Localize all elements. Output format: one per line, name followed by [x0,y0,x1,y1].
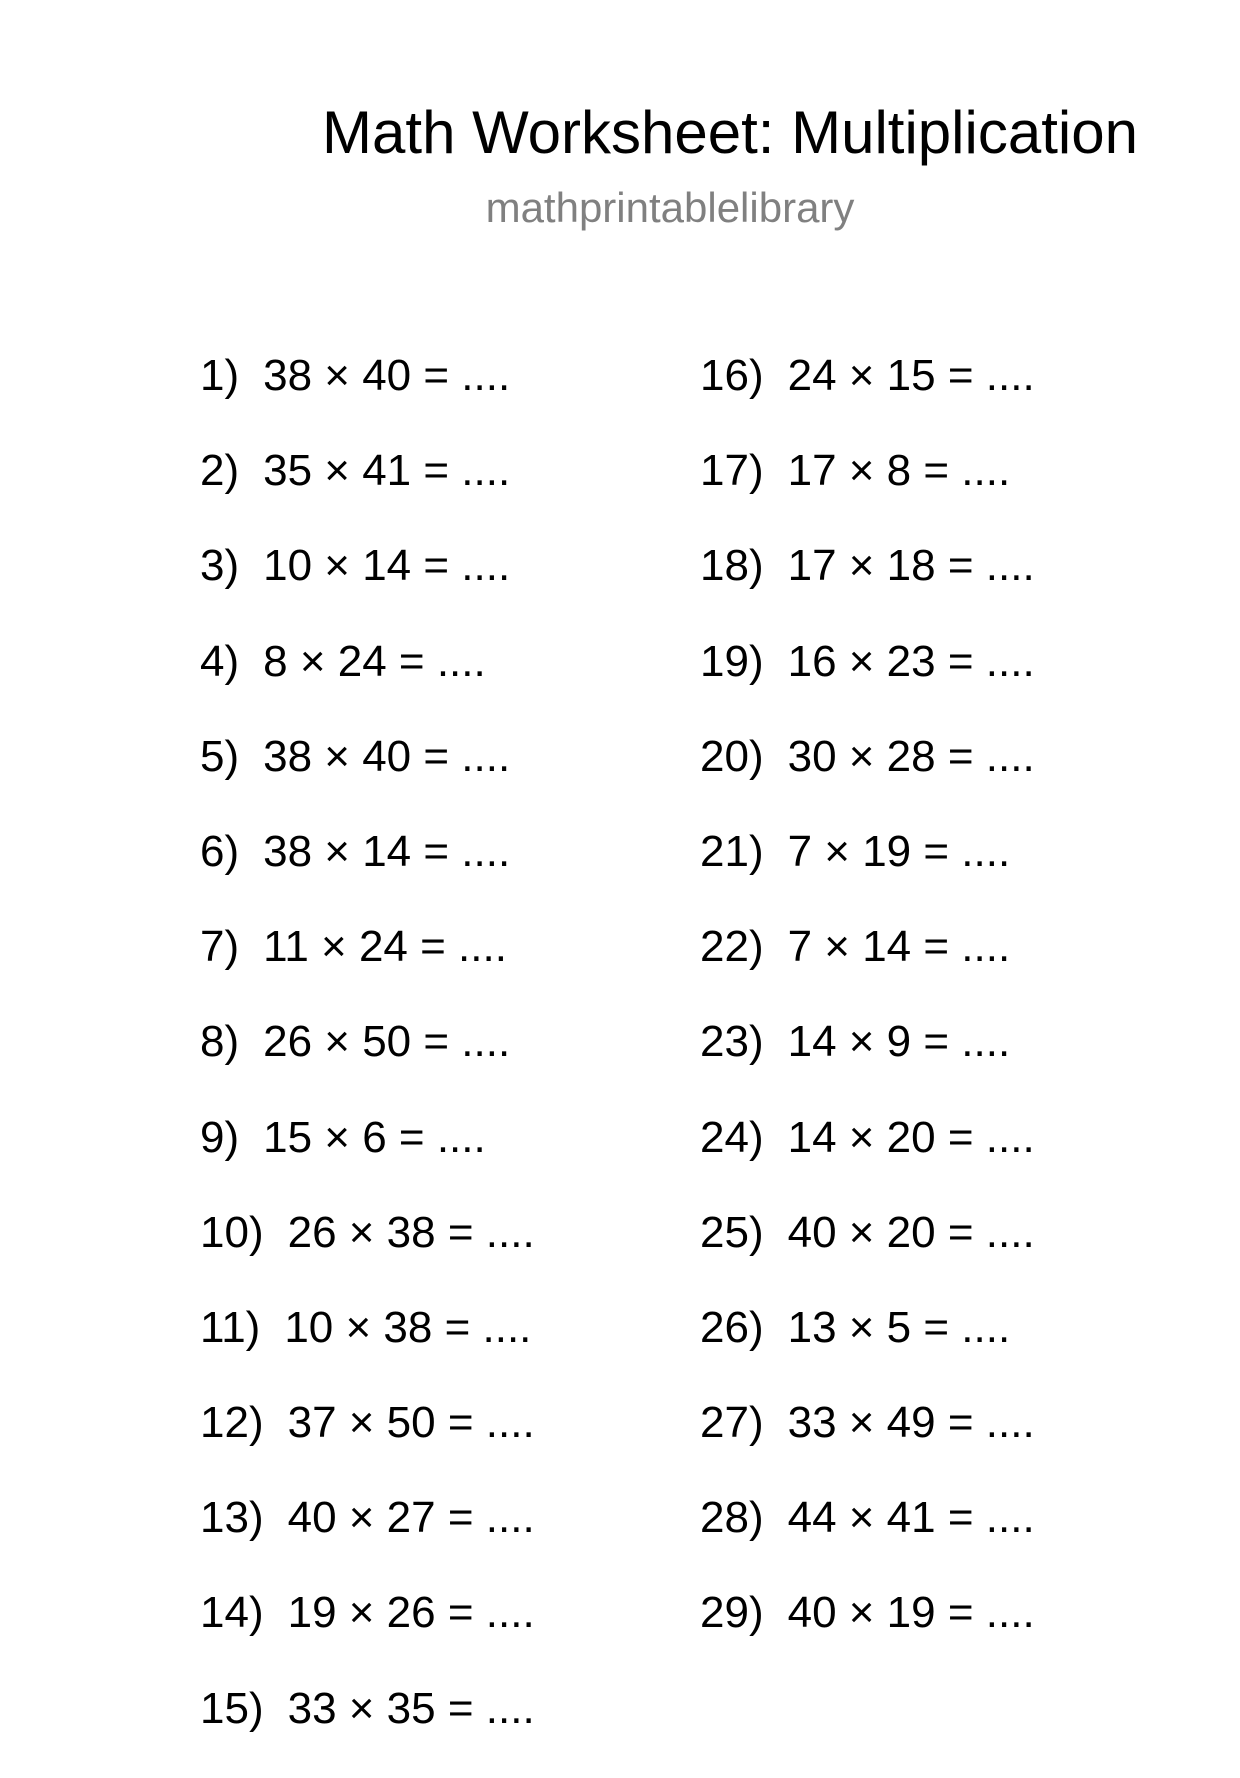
problem-item [200,1587,535,1682]
problem-item [200,350,535,445]
problem-number: 19) [700,636,764,686]
problem-expression: 7 × 14 = .... [787,922,1011,972]
problem-expression: 17 × 8 = .... [787,446,1011,496]
problem-expression: 15 × 6 = .... [263,1112,486,1162]
problem-expression: 17 × 18 = .... [787,541,1035,591]
problem-expression: 13 × 5 = .... [787,1302,1011,1352]
problem-expression: 40 × 27 = .... [287,1493,535,1543]
problem-expression: 24 × 15 = .... [787,351,1035,400]
problem-expression: 37 × 50 = .... [287,1398,535,1448]
problem-item [700,1016,1035,1111]
problems-column-left [200,350,535,1778]
problem-expression: 30 × 28 = .... [787,731,1035,781]
problem-item [200,1112,535,1207]
problem-item [700,1492,1035,1587]
problem-item [700,731,1035,826]
problem-number: 9) [200,1112,240,1162]
problem-number: 29) [700,1588,764,1638]
problem-item [700,1302,1035,1397]
problem-number: 24) [700,1112,764,1162]
problem-item [700,350,1035,445]
problem-item [700,636,1035,731]
problem-expression: 26 × 38 = .... [287,1207,535,1257]
problem-item [700,1587,1035,1682]
problem-number: 15) [200,1683,264,1733]
problem-number: 22) [700,922,764,972]
problem-number: 13) [200,1493,264,1543]
problem-item [200,1302,535,1397]
problem-item [200,445,535,540]
problem-expression: 10 × 14 = .... [263,541,511,591]
problem-item [200,1397,535,1492]
problem-expression: 33 × 49 = .... [787,1398,1035,1448]
problem-number: 26) [700,1302,764,1352]
problem-item [700,540,1035,635]
problem-number: 3) [200,541,240,591]
problem-expression: 14 × 9 = .... [787,1017,1011,1067]
problem-item [700,1112,1035,1207]
problem-expression: 33 × 35 = .... [287,1683,535,1733]
problem-item [200,826,535,921]
problem-number: 21) [700,826,764,876]
problem-item [200,1492,535,1587]
problem-number: 23) [700,1017,764,1067]
problem-number: 16) [700,351,764,400]
problem-number: 11) [200,1302,261,1352]
problem-number: 8) [200,1017,240,1067]
problem-number: 20) [700,731,764,781]
problem-expression: 8 × 24 = .... [263,636,486,686]
problem-expression: 40 × 20 = .... [787,1207,1035,1257]
problem-number: 6) [200,826,240,876]
problem-number: 10) [200,1207,264,1257]
problem-number: 12) [200,1398,264,1448]
problem-item [700,826,1035,921]
problem-number: 14) [200,1588,264,1638]
problem-expression: 10 × 38 = .... [284,1302,532,1352]
problem-item [700,445,1035,540]
problem-number: 18) [700,541,764,591]
problem-number: 1) [200,351,240,400]
problem-expression: 38 × 40 = .... [263,351,511,400]
problem-item [200,1683,535,1778]
problem-item [200,1207,535,1302]
problem-number: 4) [200,636,240,686]
problem-number: 28) [700,1493,764,1543]
problem-expression: 11 × 24 = .... [263,922,507,972]
problem-expression: 7 × 19 = .... [787,826,1011,876]
worksheet-title: Math Worksheet: Multiplication [322,99,1138,166]
problem-item [200,731,535,826]
problem-expression: 14 × 20 = .... [787,1112,1035,1162]
problems-column-right [700,350,1035,1683]
problem-number: 17) [700,446,764,496]
problem-number: 2) [200,446,240,496]
problem-expression: 40 × 19 = .... [787,1588,1035,1638]
problem-item [700,921,1035,1016]
problem-expression: 26 × 50 = .... [263,1017,511,1067]
problem-number: 7) [200,922,240,972]
problem-item [200,540,535,635]
problem-expression: 16 × 23 = .... [787,636,1035,686]
problem-item [200,921,535,1016]
problem-item [200,1016,535,1111]
problem-number: 25) [700,1207,764,1257]
worksheet-subtitle: mathprintablelibrary [485,184,855,231]
problem-item [200,636,535,731]
problem-expression: 38 × 40 = .... [263,731,511,781]
problem-expression: 19 × 26 = .... [287,1588,535,1638]
problem-expression: 44 × 41 = .... [787,1493,1035,1543]
problem-expression: 35 × 41 = .... [263,446,511,496]
problem-item [700,1207,1035,1302]
problem-number: 5) [200,731,240,781]
problem-number: 27) [700,1398,764,1448]
problem-expression: 38 × 14 = .... [263,826,511,876]
problem-item [700,1397,1035,1492]
